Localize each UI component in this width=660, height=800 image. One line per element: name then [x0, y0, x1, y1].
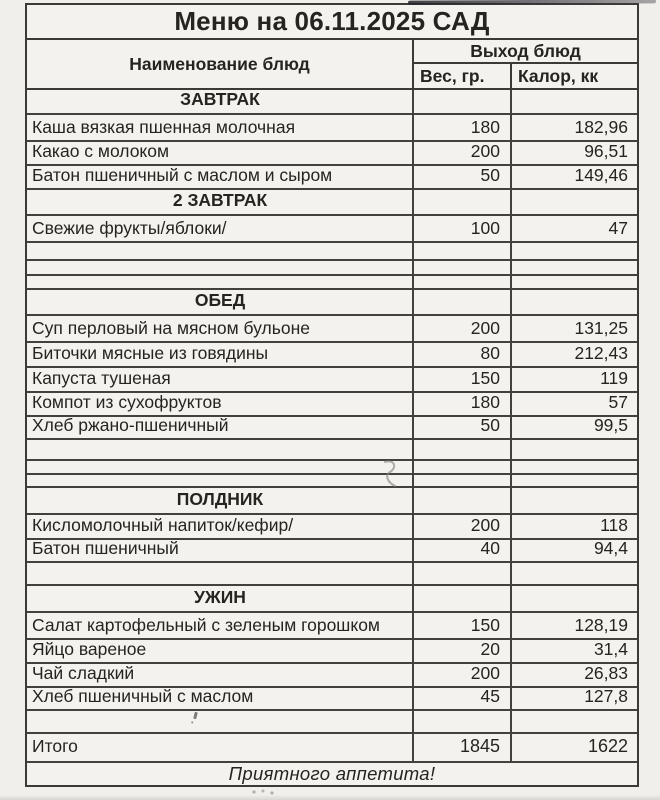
menu-table	[25, 3, 639, 787]
output-header-group	[414, 40, 637, 88]
calories-cell	[512, 586, 637, 611]
calories-cell: 127,8	[584, 686, 628, 706]
menu-section-row	[27, 586, 637, 613]
section-label-cell: УЖИН	[27, 586, 414, 611]
weight-cell: 180	[414, 115, 512, 140]
dish-name-cell: Хлеб ржано-пшеничный	[27, 417, 414, 438]
menu-item-row	[27, 368, 637, 393]
dish-name-cell: Суп перловый на мясном бульоне	[27, 316, 414, 341]
weight-cell: 200	[414, 316, 512, 341]
menu-item-row	[27, 515, 637, 540]
weight-cell: 180	[414, 393, 512, 415]
menu-section-row	[27, 290, 637, 316]
empty-row	[27, 563, 637, 586]
weight-cell: 150	[414, 368, 512, 391]
calories-cell: 99,5	[593, 415, 628, 435]
column-header-name: Наименование блюд	[27, 40, 414, 88]
calories-cell	[512, 190, 637, 214]
menu-item-row	[27, 393, 637, 417]
empty-row	[27, 261, 637, 276]
menu-section-row	[27, 488, 637, 515]
dish-name-cell: Компот из сухофруктов	[27, 393, 414, 415]
calories-cell	[512, 488, 637, 513]
menu-item-row	[27, 688, 637, 711]
weight-cell: 200	[414, 142, 512, 164]
menu-item-row	[27, 664, 637, 688]
weight-cell	[414, 243, 512, 259]
dish-name-cell: Каша вязкая пшенная молочная	[27, 115, 414, 140]
weight-cell	[414, 440, 512, 459]
weight-cell: 80	[414, 343, 512, 366]
empty-row	[27, 440, 637, 461]
table-header	[27, 40, 637, 90]
calories-cell: 149,46	[574, 165, 628, 185]
dish-name-cell: Итого	[27, 734, 414, 761]
dish-name-cell	[27, 440, 414, 459]
page-bottom-edge	[0, 795, 660, 800]
total-row	[27, 734, 637, 763]
footer-note: Приятного аппетита!	[228, 763, 436, 784]
calories-cell: 128,19	[574, 615, 628, 635]
section-label-cell: ЗАВТРАК	[27, 90, 414, 113]
calories-cell: 182,96	[574, 117, 628, 137]
dish-name-cell: Биточки мясные из говядины	[27, 343, 414, 366]
calories-cell: 31,4	[593, 639, 628, 659]
menu-section-row	[27, 90, 637, 115]
dish-name-cell	[27, 563, 414, 584]
menu-item-row	[27, 343, 637, 368]
weight-cell: 200	[414, 515, 512, 538]
menu-item-row	[27, 142, 637, 166]
dish-name-cell: Яйцо вареное	[27, 640, 414, 662]
weight-cell: 50	[414, 417, 512, 438]
calories-cell	[512, 243, 637, 259]
dish-name-cell: Чай сладкий	[27, 664, 414, 686]
calories-cell	[512, 461, 637, 473]
weight-cell: 50	[414, 166, 512, 188]
weight-cell: 1845	[414, 734, 512, 761]
dish-name-cell	[27, 711, 414, 732]
dish-name-cell: Батон пшеничный	[27, 540, 414, 561]
dish-name-cell	[27, 243, 414, 259]
calories-cell	[512, 90, 637, 113]
dish-name-cell	[27, 461, 414, 473]
output-subheaders	[414, 64, 637, 88]
menu-item-row	[27, 640, 637, 664]
calories-cell	[512, 276, 637, 288]
calories-cell	[512, 475, 637, 486]
weight-cell	[414, 563, 512, 584]
weight-cell	[414, 475, 512, 486]
dish-name-cell: Свежие фрукты/яблоки/	[27, 216, 414, 241]
calories-cell	[512, 711, 637, 732]
menu-item-row	[27, 417, 637, 440]
calories-cell	[512, 563, 637, 584]
weight-cell: 200	[414, 664, 512, 686]
section-label-cell: ПОЛДНИК	[27, 488, 414, 513]
calories-cell: 47	[608, 218, 628, 238]
weight-cell	[414, 461, 512, 473]
weight-cell	[414, 190, 512, 214]
dish-name-cell: Какао с молоком	[27, 142, 414, 164]
menu-item-row	[27, 115, 637, 142]
calories-cell	[512, 290, 637, 314]
weight-cell: 150	[414, 613, 512, 638]
calories-cell: 131,25	[574, 318, 628, 338]
calories-cell: 57	[608, 392, 628, 412]
calories-cell: 1622	[587, 736, 628, 756]
section-label-cell: ОБЕД	[27, 290, 414, 314]
dish-name-cell	[27, 276, 414, 288]
menu-title: Меню на 06.11.2025 САД	[27, 5, 637, 40]
calories-cell: 94,4	[593, 538, 628, 558]
weight-cell: 40	[414, 540, 512, 561]
menu-item-row	[27, 166, 637, 190]
calories-cell	[512, 261, 637, 274]
weight-cell	[414, 261, 512, 274]
empty-row	[27, 461, 637, 475]
calories-cell: 212,43	[574, 343, 628, 363]
empty-row	[27, 276, 637, 290]
weight-cell: 100	[414, 216, 512, 241]
calories-cell: 26,83	[584, 663, 628, 683]
weight-cell: 45	[414, 688, 512, 709]
table-body	[27, 90, 637, 763]
weight-cell	[414, 90, 512, 113]
dish-name-cell: Батон пшеничный с маслом и сыром	[27, 166, 414, 188]
weight-cell	[414, 488, 512, 513]
column-header-output-group: Выход блюд	[414, 40, 637, 64]
column-header-weight: Вес, гр.	[414, 64, 512, 88]
weight-cell	[414, 276, 512, 288]
menu-section-row	[27, 190, 637, 216]
column-header-calories: Калор, кк	[518, 65, 599, 86]
dish-name-cell	[27, 261, 414, 274]
calories-cell: 118	[600, 515, 628, 535]
weight-cell	[414, 586, 512, 611]
menu-item-row	[27, 316, 637, 343]
menu-item-row	[27, 613, 637, 640]
dish-name-cell: Кисломолочный напиток/кефир/	[27, 515, 414, 538]
weight-cell: 20	[414, 640, 512, 662]
dish-name-cell: Хлеб пшеничный с маслом	[27, 688, 414, 709]
weight-cell	[414, 290, 512, 314]
dish-name-cell: Капуста тушеная	[27, 368, 414, 391]
dish-name-cell: Салат картофельный с зеленым горошком	[27, 613, 414, 638]
scan-artifact-squiggle	[380, 460, 402, 490]
empty-row	[27, 475, 637, 488]
weight-cell	[414, 711, 512, 732]
menu-item-row	[27, 540, 637, 563]
empty-row	[27, 243, 637, 261]
section-label-cell: 2 ЗАВТРАК	[27, 190, 414, 214]
empty-row	[27, 711, 637, 734]
dish-name-cell	[27, 475, 414, 486]
calories-cell	[512, 440, 637, 459]
calories-cell: 96,51	[584, 141, 628, 161]
menu-item-row	[27, 216, 637, 243]
calories-cell: 119	[600, 368, 628, 388]
